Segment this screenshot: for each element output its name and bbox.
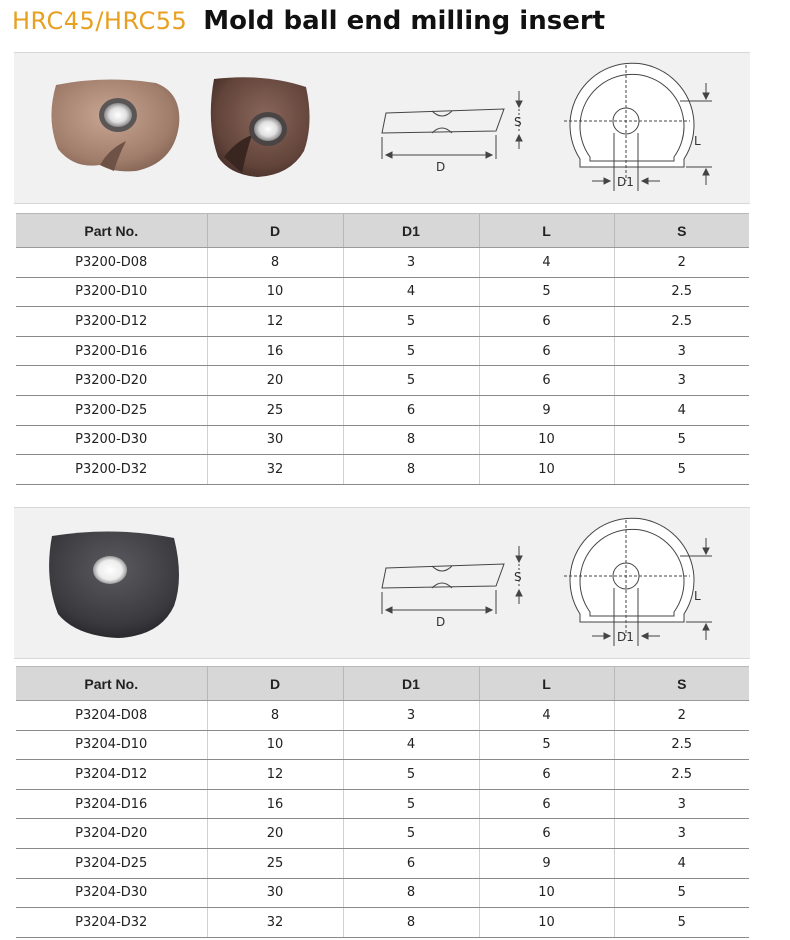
cell-s: 2 — [614, 701, 749, 731]
cell-d: 32 — [207, 908, 343, 938]
cell-l: 5 — [479, 277, 614, 307]
cell-d: 12 — [207, 307, 343, 337]
col-header-part-no: Part No. — [16, 214, 207, 248]
cell-s: 4 — [614, 848, 749, 878]
cell-l: 10 — [479, 908, 614, 938]
table-row — [16, 277, 749, 307]
cell-d1: 5 — [343, 366, 479, 396]
dim-label-s: S — [514, 115, 522, 129]
cell-part-no: P3200-D08 — [16, 248, 207, 278]
dim-label-d: D — [436, 160, 446, 174]
cell-part-no: P3204-D30 — [16, 878, 207, 908]
col-header-s: S — [614, 667, 749, 701]
page-header — [12, 6, 605, 42]
cell-d: 25 — [207, 395, 343, 425]
cell-s: 2.5 — [614, 730, 749, 760]
cell-l: 10 — [479, 455, 614, 485]
product-panel-1 — [14, 52, 750, 204]
insert-photo-black — [49, 531, 179, 638]
dim-label-s: S — [514, 570, 522, 584]
col-header-d: D — [207, 214, 343, 248]
cell-l: 4 — [479, 248, 614, 278]
cell-part-no: P3200-D30 — [16, 425, 207, 455]
front-view-drawing — [564, 63, 712, 191]
col-header-d1: D1 — [343, 214, 479, 248]
dim-label-d1: D1 — [617, 630, 634, 644]
col-header-s: S — [614, 214, 749, 248]
cell-d1: 6 — [343, 395, 479, 425]
cell-d1: 5 — [343, 819, 479, 849]
cell-s: 2.5 — [614, 760, 749, 790]
table-row — [16, 307, 749, 337]
table-row — [16, 789, 749, 819]
cell-l: 6 — [479, 760, 614, 790]
table-row — [16, 760, 749, 790]
table-row — [16, 455, 749, 485]
cell-s: 5 — [614, 455, 749, 485]
cell-s: 2 — [614, 248, 749, 278]
cell-l: 6 — [479, 307, 614, 337]
col-header-l: L — [479, 667, 614, 701]
product-illustration-1 — [14, 53, 750, 205]
table-row — [16, 336, 749, 366]
cell-d1: 5 — [343, 336, 479, 366]
cell-d1: 3 — [343, 248, 479, 278]
cell-s: 2.5 — [614, 277, 749, 307]
cell-l: 6 — [479, 789, 614, 819]
table-row — [16, 248, 749, 278]
cell-d1: 4 — [343, 277, 479, 307]
cell-d1: 5 — [343, 760, 479, 790]
cell-part-no: P3204-D16 — [16, 789, 207, 819]
cell-d: 20 — [207, 366, 343, 396]
cell-part-no: P3200-D12 — [16, 307, 207, 337]
cell-d: 16 — [207, 789, 343, 819]
col-header-part-no: Part No. — [16, 667, 207, 701]
cell-part-no: P3200-D16 — [16, 336, 207, 366]
dim-label-l: L — [694, 134, 701, 148]
cell-d: 30 — [207, 878, 343, 908]
cell-part-no: P3204-D20 — [16, 819, 207, 849]
cell-l: 10 — [479, 425, 614, 455]
cell-l: 9 — [479, 395, 614, 425]
cell-s: 4 — [614, 395, 749, 425]
cell-s: 2.5 — [614, 307, 749, 337]
cell-s: 3 — [614, 819, 749, 849]
cell-s: 5 — [614, 878, 749, 908]
cell-part-no: P3200-D32 — [16, 455, 207, 485]
side-view-drawing — [382, 91, 522, 159]
cell-l: 5 — [479, 730, 614, 760]
table-row — [16, 819, 749, 849]
side-view-drawing — [382, 546, 522, 614]
cell-d1: 5 — [343, 789, 479, 819]
cell-s: 3 — [614, 789, 749, 819]
cell-d1: 5 — [343, 307, 479, 337]
cell-d: 8 — [207, 248, 343, 278]
cell-part-no: P3200-D25 — [16, 395, 207, 425]
product-illustration-2 — [14, 508, 750, 660]
front-view-drawing — [564, 518, 712, 646]
dim-label-d1: D1 — [617, 175, 634, 189]
cell-l: 9 — [479, 848, 614, 878]
product-panel-2 — [14, 507, 750, 659]
cell-l: 6 — [479, 819, 614, 849]
spec-table-1 — [16, 213, 749, 485]
dim-label-l: L — [694, 589, 701, 603]
col-header-d: D — [207, 667, 343, 701]
cell-part-no: P3204-D10 — [16, 730, 207, 760]
cell-d: 32 — [207, 455, 343, 485]
cell-s: 5 — [614, 908, 749, 938]
hardness-grade: HRC45/HRC55 — [12, 7, 188, 35]
cell-part-no: P3204-D25 — [16, 848, 207, 878]
cell-d1: 6 — [343, 848, 479, 878]
col-header-d1: D1 — [343, 667, 479, 701]
cell-d1: 4 — [343, 730, 479, 760]
table-row — [16, 878, 749, 908]
cell-l: 6 — [479, 336, 614, 366]
table-header-row — [16, 667, 749, 701]
cell-d1: 8 — [343, 425, 479, 455]
table-row — [16, 395, 749, 425]
cell-part-no: P3204-D32 — [16, 908, 207, 938]
table-row — [16, 730, 749, 760]
cell-d1: 8 — [343, 455, 479, 485]
cell-l: 4 — [479, 701, 614, 731]
cell-l: 10 — [479, 878, 614, 908]
cell-part-no: P3200-D10 — [16, 277, 207, 307]
cell-d: 30 — [207, 425, 343, 455]
cell-d1: 8 — [343, 908, 479, 938]
cell-part-no: P3200-D20 — [16, 366, 207, 396]
cell-d: 20 — [207, 819, 343, 849]
cell-s: 3 — [614, 336, 749, 366]
table-row — [16, 366, 749, 396]
cell-l: 6 — [479, 366, 614, 396]
dim-label-d: D — [436, 615, 446, 629]
page-title: Mold ball end milling insert — [203, 6, 606, 36]
table-row — [16, 908, 749, 938]
insert-photo-dark — [211, 77, 310, 177]
cell-d: 8 — [207, 701, 343, 731]
table-row — [16, 425, 749, 455]
cell-part-no: P3204-D12 — [16, 760, 207, 790]
cell-s: 5 — [614, 425, 749, 455]
cell-d: 10 — [207, 277, 343, 307]
table-header-row — [16, 214, 749, 248]
cell-d: 12 — [207, 760, 343, 790]
spec-table-2 — [16, 666, 749, 938]
cell-d: 10 — [207, 730, 343, 760]
col-header-l: L — [479, 214, 614, 248]
cell-d: 25 — [207, 848, 343, 878]
insert-photo-pvd — [51, 79, 179, 171]
table-row — [16, 848, 749, 878]
cell-d: 16 — [207, 336, 343, 366]
cell-d1: 8 — [343, 878, 479, 908]
cell-s: 3 — [614, 366, 749, 396]
cell-d1: 3 — [343, 701, 479, 731]
table-row — [16, 701, 749, 731]
cell-part-no: P3204-D08 — [16, 701, 207, 731]
